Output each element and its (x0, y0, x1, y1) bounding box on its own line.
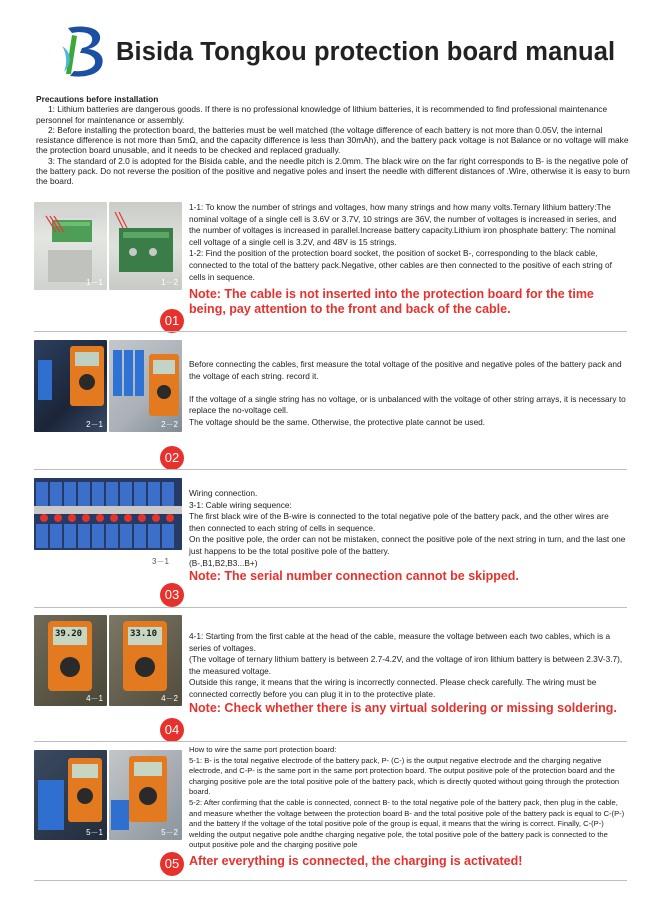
step-04-text (189, 631, 627, 716)
bisida-logo-icon (58, 22, 112, 80)
divider (34, 331, 627, 332)
step-05-photos (34, 750, 182, 840)
step-line: On the positive pole, the order can not be mistaken, connect the positive pole of the next string in turn, and the last one just happens to be the total positive pole of the battery. (189, 534, 626, 556)
photo-label: 5－1 (86, 828, 103, 837)
step-line: (The voltage of ternary lithium battery is between 2.7-4.2V, and the voltage of iron lithium battery is between 2.3V-3.7), the measured voltage. (189, 654, 623, 676)
step-line: 5-2: After confirming that the cable is connected, connect B- to the total negative pole of the battery pack, then plug in the cable, and measure whether the voltage between the protection board B- and the total positive pole of the battery pack is equal to C-(P-) and the battery If the voltage of the total positive pole of the group is equal, it means that the wiring is correct. Finally, C-(P-) welding the output negative pole andthe charging negative pole, the total positive pole of the battery pack is connected to the output positive pole and the charging positive pole (189, 797, 625, 850)
step-number-badge: 02 (160, 446, 184, 470)
step-04 (34, 615, 627, 742)
multimeter-photo (34, 340, 107, 432)
step-note: Note: The serial number connection cannot be skipped. (189, 569, 519, 584)
step-line: The voltage should be the same. Otherwise, the protective plate cannot be used. (189, 416, 486, 427)
step-line: Before connecting the cables, first measure the total voltage of the positive and negative poles of the battery pack and the voltage of each string. record it. (189, 359, 622, 381)
step-01 (34, 202, 627, 332)
step-03-photos (34, 478, 182, 550)
page-header (0, 0, 663, 92)
photo-label: 1－2 (161, 278, 178, 287)
photo-label: 2－2 (161, 420, 178, 429)
step-line: The first black wire of the B-wire is connected to the total negative pole of the battery pack, and the other wires are then connected to each string of cells in sequence. (189, 511, 609, 533)
page-title: Bisida Tongkou protection board manual (116, 38, 616, 66)
step-line: Wiring connection. (189, 488, 258, 498)
step-note: Note: Check whether there is any virtual soldering or missing soldering. (189, 700, 617, 715)
multimeter-photo (109, 615, 182, 706)
photo-label: 3－1 (152, 557, 169, 566)
step-number-badge: 05 (160, 852, 184, 876)
multimeter-photo (109, 340, 182, 432)
battery-pack-wiring-photo (34, 478, 182, 550)
step-05-text (189, 745, 627, 869)
step-line: 3-1: Cable wiring sequence: (189, 499, 292, 510)
precaution-item: 1: Lithium batteries are dangerous goods. If there is no professional knowledge of lithium batteries, it is recommended to find professional maintenance personnel for maintenance or assembly. (36, 104, 608, 125)
divider (34, 880, 627, 881)
step-line: If the voltage of a single string has no voltage, or is unbalanced with the voltage of other string arrays, it is necessary to replace the no-voltage cell. (189, 393, 626, 416)
divider (34, 469, 627, 470)
divider (34, 741, 627, 742)
step-line: (B-,B1,B2,B3...B+) (189, 557, 258, 568)
photo-label: 2－1 (86, 420, 103, 429)
step-line: How to wire the same port protection board: (189, 745, 337, 754)
step-note: Note: The cable is not inserted into the protection board for the time being, pay attention to the front and back of the cable. (189, 287, 594, 317)
divider (34, 607, 627, 608)
meter-reading: 33.10 (130, 629, 158, 639)
step-01-text (189, 202, 627, 317)
step-03-text (189, 488, 627, 584)
step-01-photos (34, 202, 182, 290)
multimeter-photo (34, 750, 107, 840)
protection-board-photo (34, 202, 107, 290)
precautions-title: Precautions before installation (36, 94, 159, 104)
step-line (189, 382, 627, 394)
photo-label: 4－1 (86, 694, 103, 703)
step-02-text (189, 359, 627, 429)
step-line: 5-1: B- is the total negative electrode of the battery pack, P- (C-) is the output negative electrode and the charging negative electrode, and C-P- is the same port in the same port protection board. The output positive pole of the protection board and the charging positive pole are the total positive pole of the battery pack, which is directly quoted without going through the protection board. (189, 755, 620, 797)
step-note: After everything is connected, the charging is activated! (189, 853, 523, 868)
step-line: Outside this range, it means that the wiring is incorrectly connected. Please check carefully. The wiring must be connected correctly before you can plug it in to the protective plate. (189, 677, 597, 699)
multimeter-photo (109, 750, 182, 840)
step-number-badge: 04 (160, 718, 184, 742)
photo-label: 1－1 (86, 278, 103, 287)
step-02-photos (34, 340, 182, 432)
step-03 (34, 478, 627, 608)
protection-board-photo (109, 202, 182, 290)
step-number-badge: 03 (160, 583, 184, 607)
step-04-photos (34, 615, 182, 706)
step-line: 1-1: To know the number of strings and voltages, how many strings and how many volts.Ternary lithium battery:The nominal voltage of a single cell is 3.6V or 3.7V, 10 strings are 36V, the number of voltages is increased in series, and the number of voltages is increased in parallel.Increase battery capacity.Lithium iron phosphate battery: The nominal cell voltage of a single cell is 3.2V, and 48V is 15 strings. (189, 202, 617, 247)
meter-reading: 39.20 (55, 629, 83, 639)
precaution-item: 2: Before installing the protection board, the batteries must be well matched (the voltage difference of each battery is not more than 0.05V, the internal resistance difference is not more than 5mΩ, and the capacity difference is less than 30mAh), and the battery pack voltage is not Balance or no voltage will make the protection board unusable, and it needs to be checked and replaced gradually. (36, 124, 629, 156)
step-number-badge: 01 (160, 309, 184, 333)
step-line: 1-2: Find the position of the protection board socket, the position of socket B-, corresponding to the black cable, connected to the total of the battery pack.Negative, other cables are then connected to the positive of each string of cells in sequence. (189, 248, 612, 282)
precautions-section (36, 94, 630, 187)
multimeter-photo (34, 615, 107, 706)
step-line: 4-1: Starting from the first cable at the head of the cable, measure the voltage between each two cables, which is a series of voltages. (189, 631, 611, 653)
step-02 (34, 340, 627, 470)
step-05 (34, 746, 627, 881)
photo-label: 5－2 (161, 828, 178, 837)
photo-label: 4－2 (161, 694, 178, 703)
precaution-item: 3: The standard of 2.0 is adopted for the Bisida cable, and the needle pitch is 2.0mm. The black wire on the far right corresponds to B- is the negative pole of the battery pack. Do not reverse the position of the positive and negative poles and insert the needle with different distances of .Wire, otherwise it is easy to burn the board. (36, 155, 630, 187)
